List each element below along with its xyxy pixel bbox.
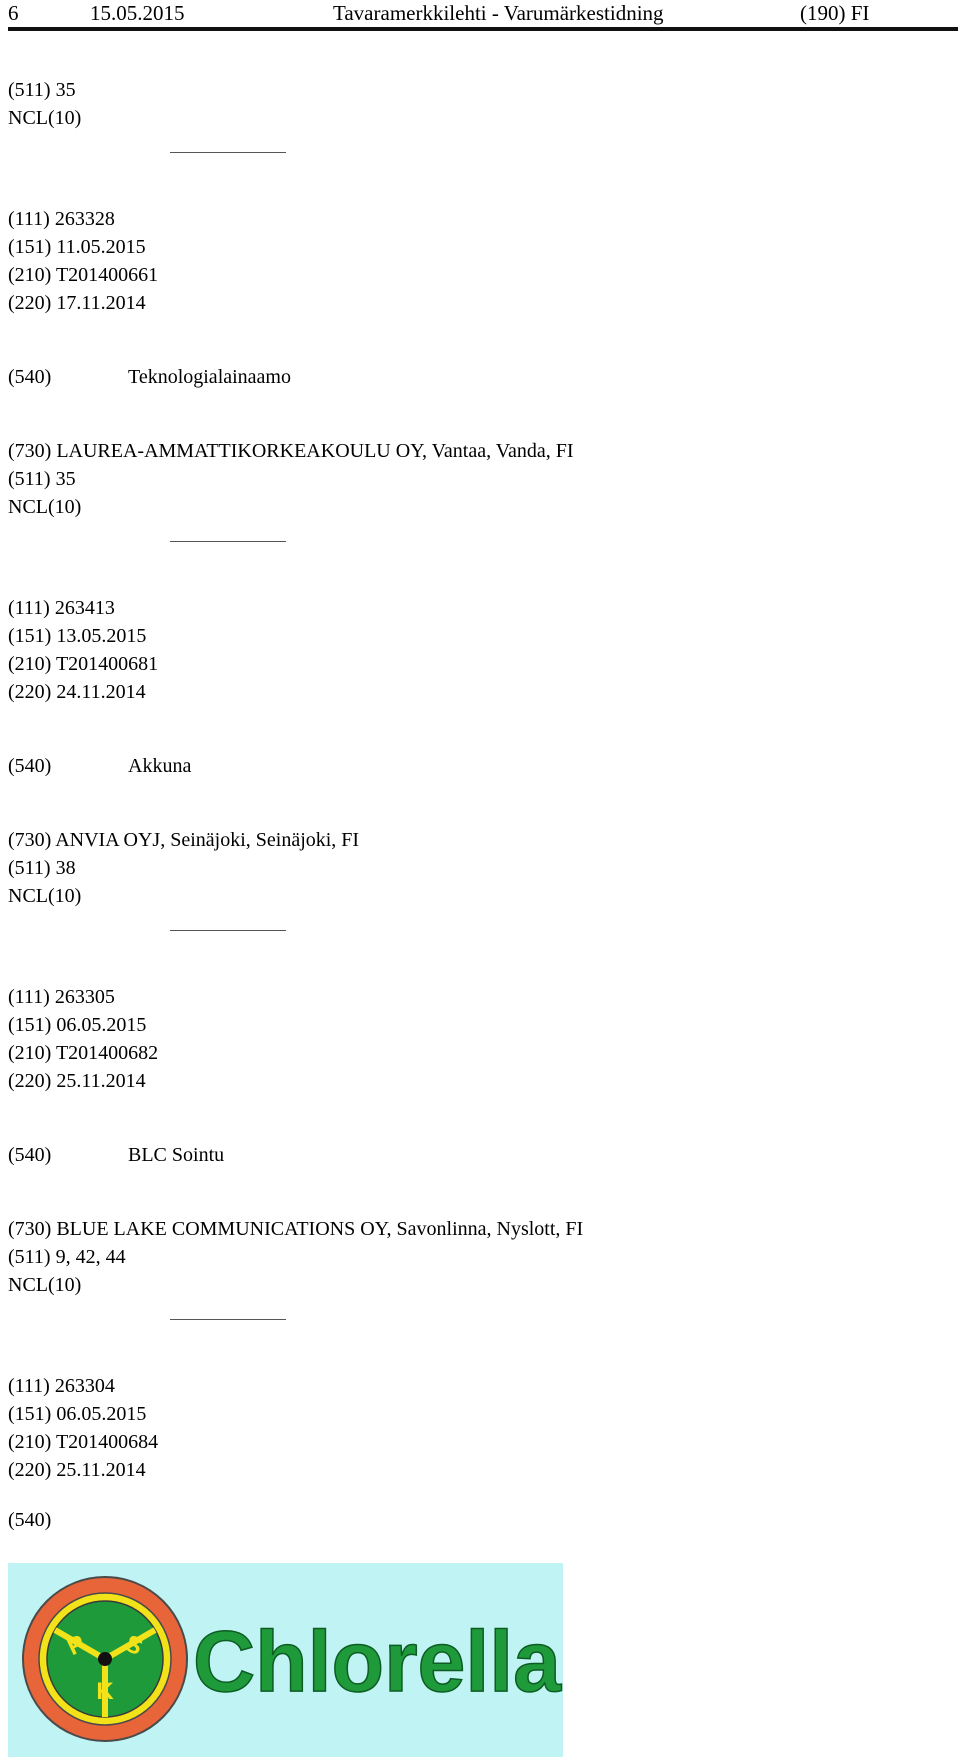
- prev-ncl: NCL(10): [8, 107, 82, 129]
- emblem-center-dot: [98, 1652, 112, 1666]
- page-number: 6: [8, 1, 19, 25]
- application-number: (210) T201400684: [8, 1431, 159, 1453]
- trademark-text: BLC Sointu: [128, 1144, 225, 1166]
- publication-title: Tavaramerkkilehti - Varumärkestidning: [333, 1, 664, 25]
- owner: (730) BLUE LAKE COMMUNICATIONS OY, Savonlinna, Nyslott, FI: [8, 1218, 584, 1240]
- entry-separator: [170, 930, 286, 931]
- entry-separator: [170, 152, 286, 153]
- registration-number: (111) 263305: [8, 986, 115, 1008]
- header-rule: [8, 27, 958, 31]
- registration-date: (151) 11.05.2015: [8, 236, 146, 258]
- ncl-edition: NCL(10): [8, 1274, 82, 1296]
- filing-date: (220) 25.11.2014: [8, 1459, 146, 1481]
- logo-wordmark: Chlorella: [193, 1614, 561, 1710]
- trademark-logo-image: [8, 1563, 563, 1757]
- ncl-edition: NCL(10): [8, 496, 82, 518]
- registration-number: (111) 263328: [8, 208, 115, 230]
- entry-separator: [170, 1319, 286, 1320]
- prev-classes: (511) 35: [8, 79, 76, 101]
- chlorella-logo: [8, 1563, 563, 1757]
- entry-separator: [170, 541, 286, 542]
- registration-number: (111) 263304: [8, 1375, 115, 1397]
- mark-code: (540): [8, 1144, 52, 1166]
- ncl-edition: NCL(10): [8, 885, 82, 907]
- emblem-letter-p: P: [63, 1629, 90, 1662]
- emblem-letter-k: K: [96, 1678, 114, 1705]
- registration-number: (111) 263413: [8, 597, 115, 619]
- publication-date: 15.05.2015: [90, 1, 185, 25]
- application-number: (210) T201400661: [8, 264, 159, 286]
- filing-date: (220) 24.11.2014: [8, 681, 146, 703]
- country-code: (190) FI: [800, 1, 870, 25]
- registration-date: (151) 06.05.2015: [8, 1403, 147, 1425]
- application-number: (210) T201400681: [8, 653, 159, 675]
- filing-date: (220) 25.11.2014: [8, 1070, 146, 1092]
- owner: (730) ANVIA OYJ, Seinäjoki, Seinäjoki, FI: [8, 829, 360, 851]
- nice-classes: (511) 35: [8, 468, 76, 490]
- trademark-text: Teknologialainaamo: [128, 366, 291, 388]
- owner: (730) LAUREA-AMMATTIKORKEAKOULU OY, Vantaa, Vanda, FI: [8, 440, 574, 462]
- pks-emblem-icon: [23, 1577, 187, 1741]
- filing-date: (220) 17.11.2014: [8, 292, 146, 314]
- nice-classes: (511) 9, 42, 44: [8, 1246, 126, 1268]
- mark-code: (540): [8, 1509, 52, 1531]
- registration-date: (151) 06.05.2015: [8, 1014, 147, 1036]
- emblem-letter-s: S: [120, 1629, 147, 1662]
- registration-date: (151) 13.05.2015: [8, 625, 147, 647]
- mark-code: (540): [8, 755, 52, 777]
- nice-classes: (511) 38: [8, 857, 76, 879]
- mark-code: (540): [8, 366, 52, 388]
- application-number: (210) T201400682: [8, 1042, 159, 1064]
- trademark-text: Akkuna: [128, 755, 192, 777]
